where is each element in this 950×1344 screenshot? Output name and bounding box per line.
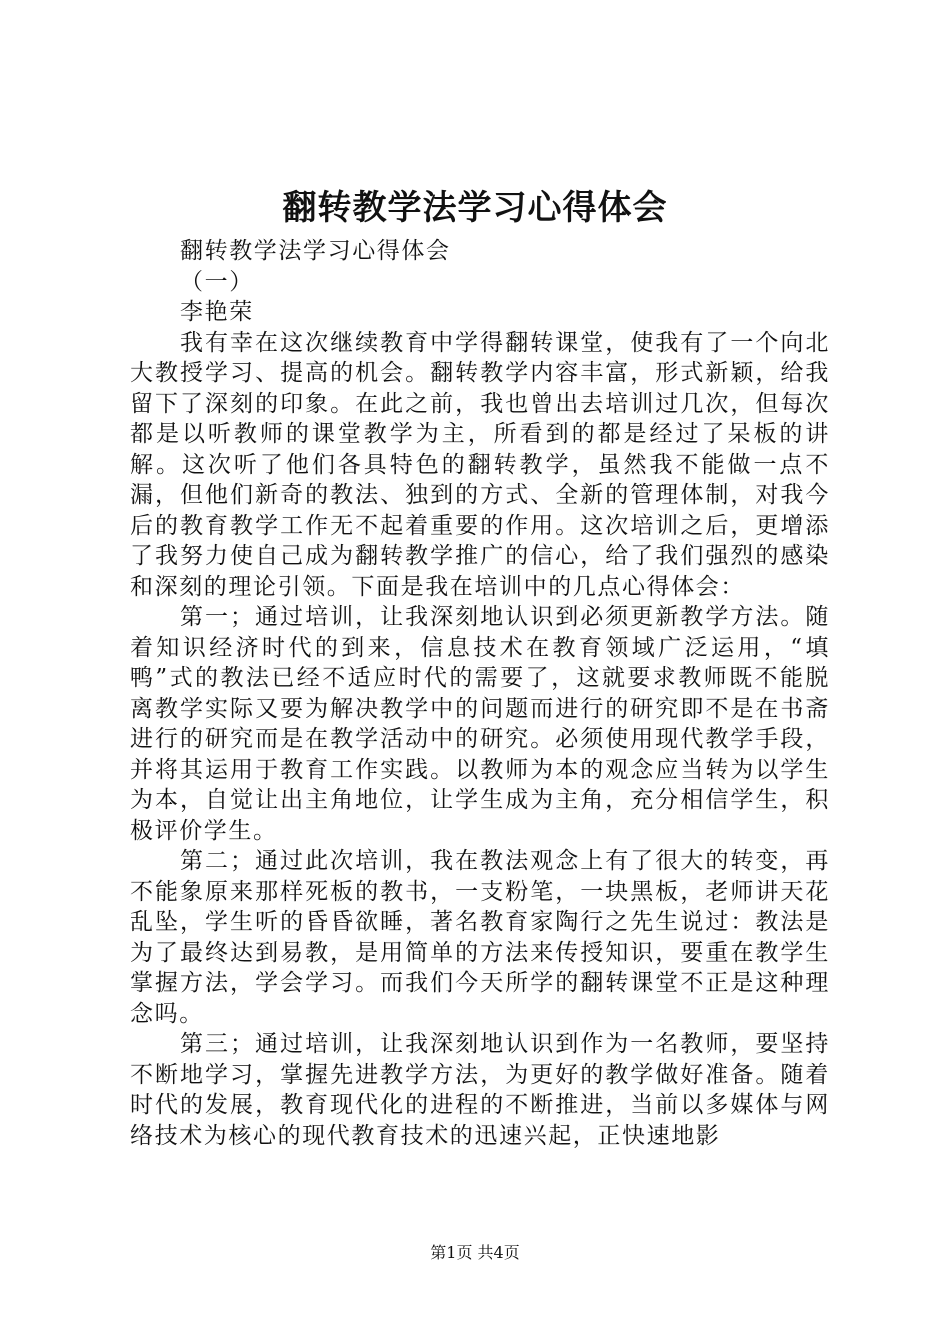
author-name: 李艳荣 <box>180 299 254 325</box>
document-title: 翻转教学法学习心得体会 <box>282 188 668 228</box>
page-footer: 第1页 共4页 <box>430 1243 520 1262</box>
paragraph-third-point: 第三；通过培训，让我深刻地认识到作为一名教师，要坚持不断地学习，掌握先进教学方法，为更好的教学做好准备。随着时代的发展，教育现代化的进程的不断推进，当前以多媒体与网络技术为核心的现代教育技术的迅速兴起，正快速地影 <box>130 1031 830 1149</box>
paragraph-intro: 我有幸在这次继续教育中学得翻转课堂，使我有了一个向北大教授学习、提高的机会。翻转教学内容丰富，形式新颖，给我留下了深刻的印象。在此之前，我也曾出去培训过几次，但每次都是以听教师的课堂教学为主，所看到的都是经过了呆板的讲解。这次听了他们各具特色的翻转教学，虽然我不能做一点不漏，但他们新奇的教法、独到的方式、全新的管理体制，对我今后的教育教学工作无不起着重要的作用。这次培训之后，更增添了我努力使自己成为翻转教学推广的信心，给了我们强烈的感染和深刻的理论引领。下面是我在培训中的几点心得体会： <box>130 329 830 600</box>
paragraph-second-point: 第二；通过此次培训，我在教法观念上有了很大的转变，再不能象原来那样死板的教书，一支粉笔，一块黑板，老师讲天花乱坠，学生听的昏昏欲睡，著名教育家陶行之先生说过：教法是为了最终达到易教，是用简单的方法来传授知识，要重在教学生掌握方法，学会学习。而我们今天所学的翻转课堂不正是这种理念吗。 <box>130 848 830 1027</box>
paragraph-first-point: 第一；通过培训，让我深刻地认识到必须更新教学方法。随着知识经济时代的到来，信息技术在教育领域广泛运用，“填鸭”式的教法已经不适应时代的需要了，这就要求教师既不能脱离教学实际又要为解决教学中的问题而进行的研究即不是在书斋进行的研究而是在教学活动中的研究。必须使用现代教学手段，并将其运用于教育工作实践。以教师为本的观念应当转为以学生为本，自觉让出主角地位，让学生成为主角，充分相信学生，积极评价学生。 <box>130 604 830 844</box>
document-body <box>130 236 830 1151</box>
section-number: （一） <box>180 268 254 295</box>
subtitle-line: 翻转教学法学习心得体会 <box>180 238 451 264</box>
